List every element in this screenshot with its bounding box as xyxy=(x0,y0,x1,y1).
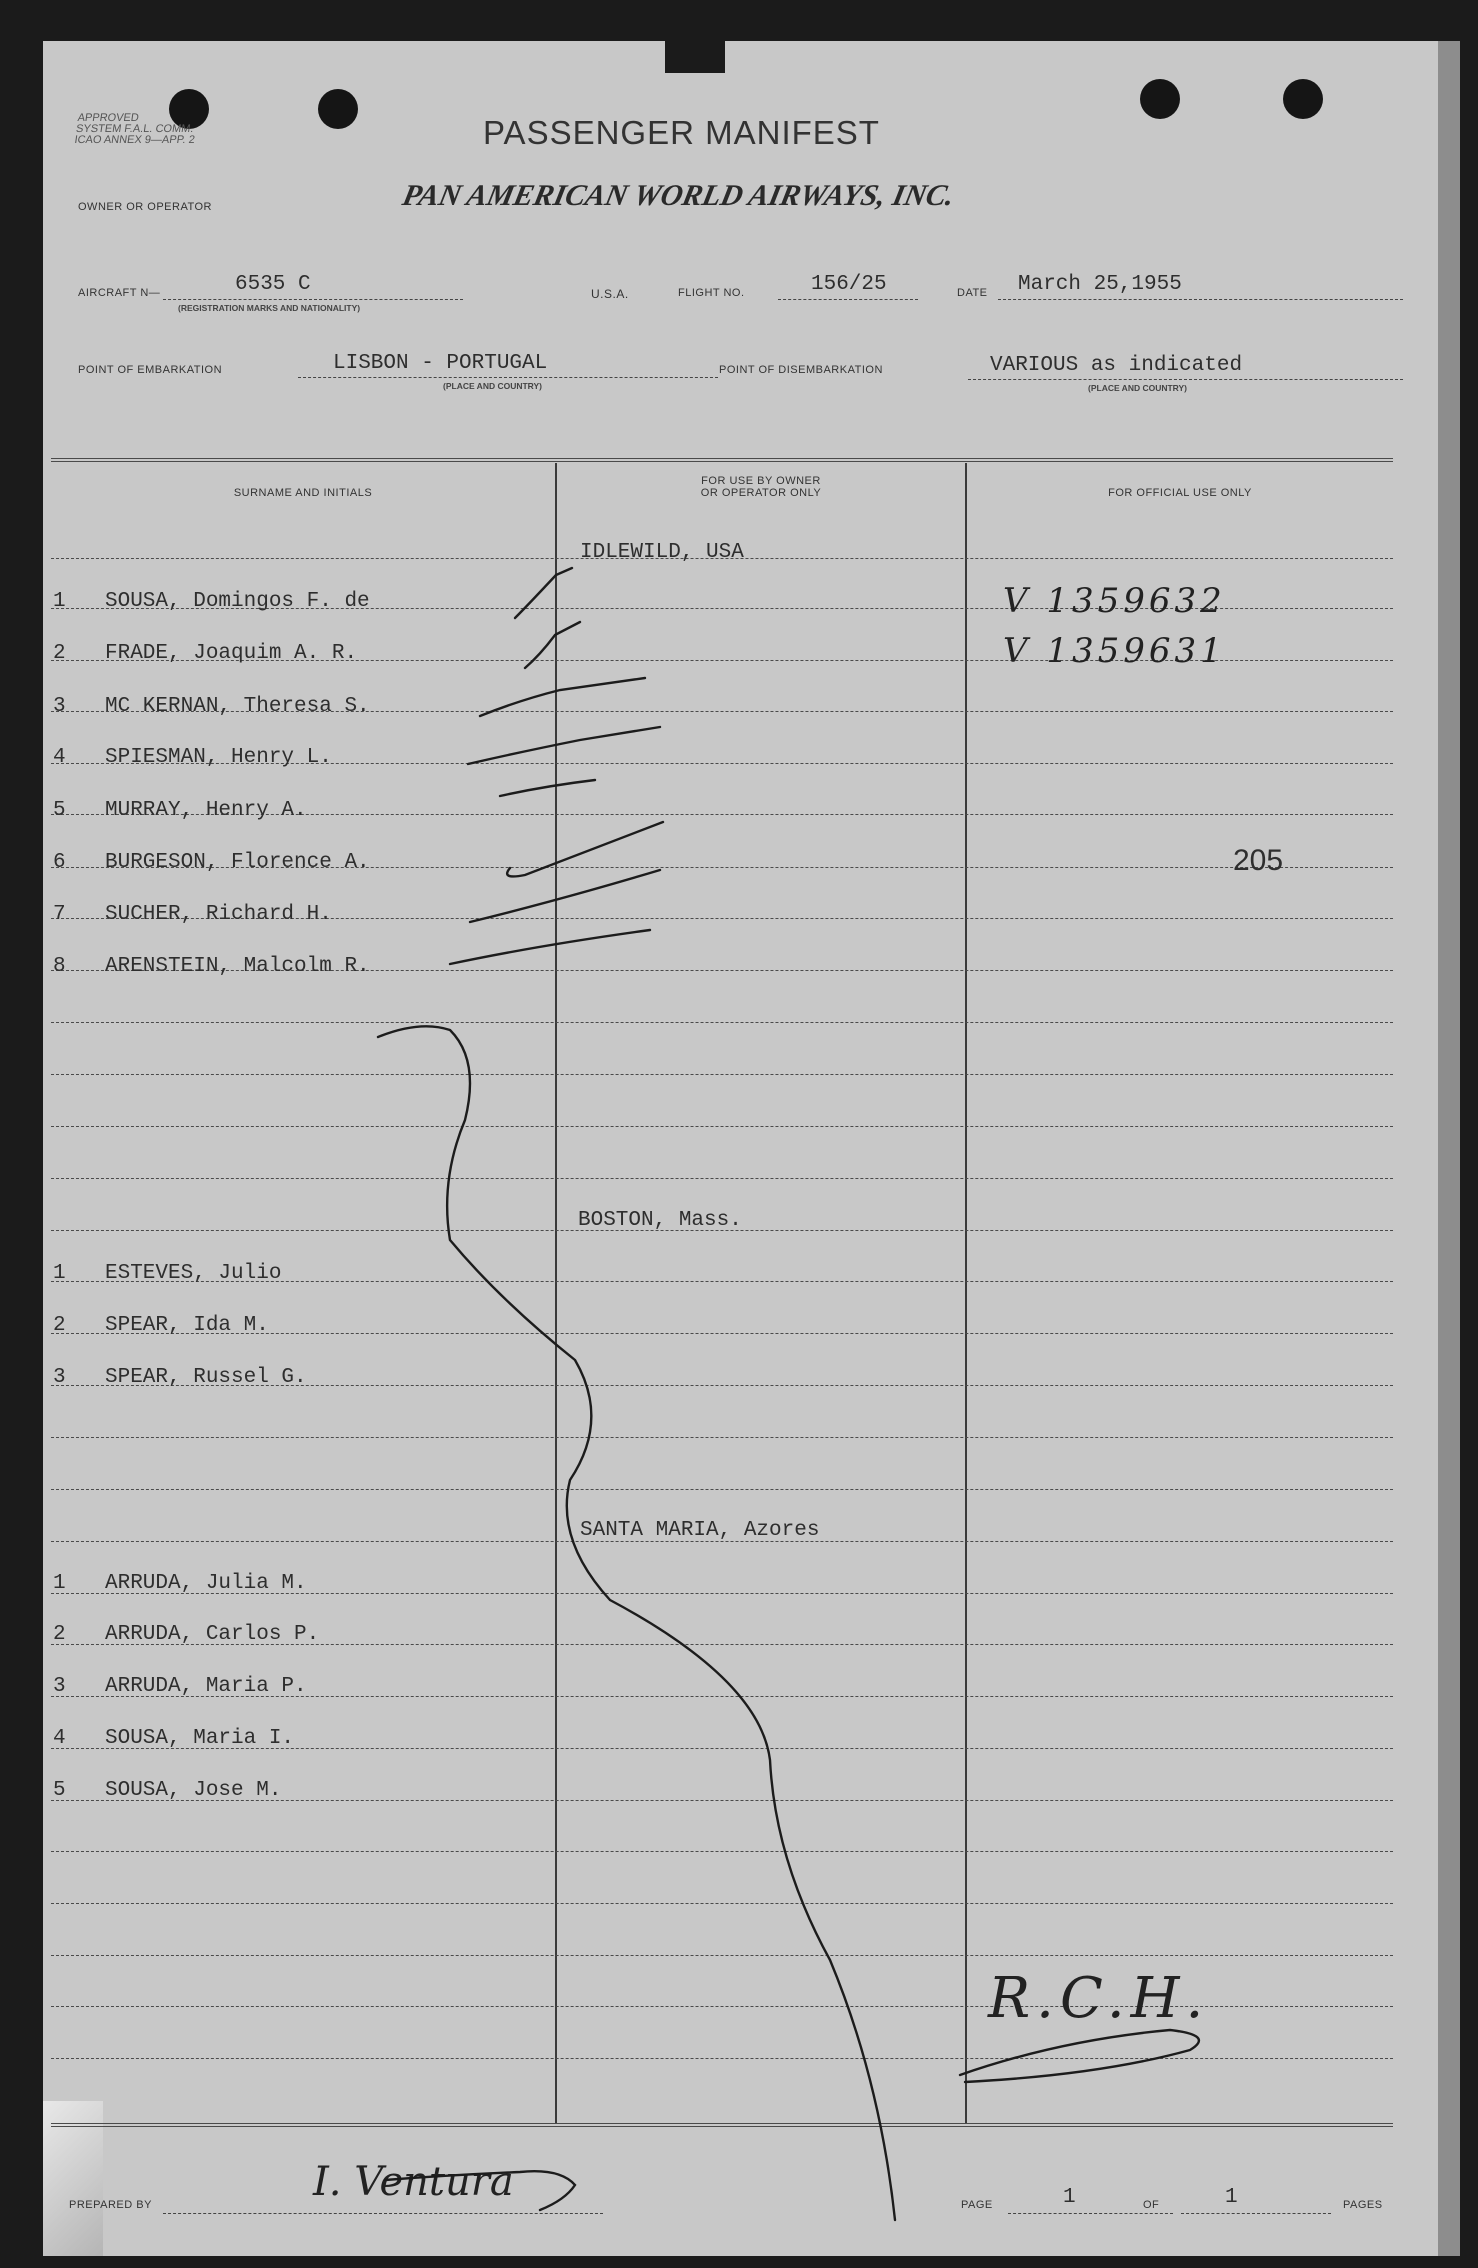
date-label: DATE xyxy=(957,287,988,299)
passenger-number: 1 xyxy=(53,590,66,613)
column-divider xyxy=(555,463,557,2123)
passenger-name: SPEAR, Ida M. xyxy=(105,1314,269,1337)
passenger-number: 3 xyxy=(53,695,66,718)
row-rule xyxy=(51,1074,1393,1075)
date-underline xyxy=(998,299,1403,300)
flight-value: 156/25 xyxy=(811,273,887,296)
passenger-number: 1 xyxy=(53,1262,66,1285)
passenger-name: MC KERNAN, Theresa S. xyxy=(105,695,370,718)
aircraft-underline xyxy=(163,299,463,300)
passenger-name: MURRAY, Henry A. xyxy=(105,799,307,822)
passenger-number: 4 xyxy=(53,746,66,769)
destination-label: BOSTON, Mass. xyxy=(578,1209,742,1232)
row-rule xyxy=(51,1437,1393,1438)
approval-line: SYSTEM F.A.L. COMM. xyxy=(75,123,195,135)
disembark-sub-label: (PLACE AND COUNTRY) xyxy=(1088,383,1188,393)
row-rule xyxy=(51,1955,1393,1956)
prepared-underline xyxy=(163,2213,603,2214)
table-top-rule xyxy=(51,458,1393,462)
punch-hole xyxy=(1140,79,1180,119)
embark-label: POINT OF EMBARKATION xyxy=(78,364,223,376)
passenger-name: ARENSTEIN, Malcolm R. xyxy=(105,955,370,978)
embark-underline xyxy=(298,377,718,378)
embark-sub-label: (PLACE AND COUNTRY) xyxy=(443,381,543,391)
column-header-official: FOR OFFICIAL USE ONLY xyxy=(1108,487,1252,499)
passenger-number: 7 xyxy=(53,903,66,926)
passenger-name: SPEAR, Russel G. xyxy=(105,1366,307,1389)
column-header-surname: SURNAME AND INITIALS xyxy=(233,487,373,499)
sheet-edge xyxy=(1438,41,1460,2256)
destination-label: SANTA MARIA, Azores xyxy=(580,1519,820,1542)
row-rule xyxy=(51,1903,1393,1904)
aircraft-value: 6535 C xyxy=(235,273,311,296)
passenger-name: SOUSA, Domingos F. de xyxy=(105,590,370,613)
row-rule xyxy=(51,1126,1393,1127)
visa-number: V 1359632 xyxy=(1003,581,1226,621)
aircraft-sub-label: (REGISTRATION MARKS AND NATIONALITY) xyxy=(178,303,361,313)
prepared-signature: I. Ventura xyxy=(313,2159,514,2205)
page-label: PAGE xyxy=(961,2199,993,2211)
column-header-line: FOR USE BY OWNER xyxy=(701,475,821,487)
of-value: 1 xyxy=(1225,2186,1238,2209)
passenger-name: SOUSA, Maria I. xyxy=(105,1727,295,1750)
manifest-sheet xyxy=(43,41,1438,2256)
disembark-value: VARIOUS as indicated xyxy=(990,354,1243,377)
owner-label: OWNER OR OPERATOR xyxy=(78,201,212,213)
page-value: 1 xyxy=(1063,2186,1076,2209)
passenger-name: SUCHER, Richard H. xyxy=(105,903,332,926)
disembark-label: POINT OF DISEMBARKATION xyxy=(719,364,883,376)
visa-number: V 1359631 xyxy=(1003,631,1226,671)
passenger-number: 1 xyxy=(53,1572,66,1595)
of-underline xyxy=(1181,2213,1331,2214)
row-rule xyxy=(51,2058,1393,2059)
table-bottom-rule xyxy=(51,2123,1393,2127)
row-rule xyxy=(51,1851,1393,1852)
prepared-label: PREPARED BY xyxy=(69,2199,152,2211)
embark-value: LISBON - PORTUGAL xyxy=(333,352,548,375)
official-initials: R.C.H. xyxy=(988,1966,1210,2031)
passenger-name: SPIESMAN, Henry L. xyxy=(105,746,332,769)
passenger-name: ARRUDA, Julia M. xyxy=(105,1572,307,1595)
passenger-number: 5 xyxy=(53,1779,66,1802)
passenger-name: ARRUDA, Maria P. xyxy=(105,1675,307,1698)
passenger-name: ARRUDA, Carlos P. xyxy=(105,1623,320,1646)
passenger-number: 6 xyxy=(53,851,66,874)
column-header-owner xyxy=(557,475,965,499)
disembark-underline xyxy=(968,379,1403,380)
punch-hole xyxy=(318,89,358,129)
passenger-number: 5 xyxy=(53,799,66,822)
approval-line: APPROVED xyxy=(76,112,140,124)
page-underline xyxy=(1008,2213,1173,2214)
country-label: U.S.A. xyxy=(591,287,629,301)
date-value: March 25,1955 xyxy=(1018,273,1182,296)
passenger-name: BURGESON, Florence A. xyxy=(105,851,370,874)
passenger-number: 2 xyxy=(53,642,66,665)
passenger-number: 3 xyxy=(53,1675,66,1698)
row-rule xyxy=(51,1178,1393,1179)
flight-underline xyxy=(778,299,918,300)
punch-hole xyxy=(1283,79,1323,119)
page-title: PASSENGER MANIFEST xyxy=(483,114,880,151)
approval-line: ICAO ANNEX 9—APP. 2 xyxy=(73,134,196,146)
row-rule xyxy=(51,1022,1393,1023)
passenger-name: SOUSA, Jose M. xyxy=(105,1779,282,1802)
column-divider xyxy=(965,463,967,2123)
of-label: OF xyxy=(1143,2199,1160,2211)
row-rule xyxy=(51,1489,1393,1490)
column-header-line: OR OPERATOR ONLY xyxy=(700,487,822,499)
approval-stamp xyxy=(74,113,199,146)
passenger-name: ESTEVES, Julio xyxy=(105,1262,282,1285)
passenger-number: 4 xyxy=(53,1727,66,1750)
passenger-number: 2 xyxy=(53,1623,66,1646)
aircraft-label: AIRCRAFT N— xyxy=(78,287,161,299)
flight-label: FLIGHT NO. xyxy=(678,287,745,299)
operator-name: PAN AMERICAN WORLD AIRWAYS, INC. xyxy=(399,179,958,212)
torn-edge xyxy=(665,41,725,73)
passenger-number: 3 xyxy=(53,1366,66,1389)
stamp-number: 205 xyxy=(1233,844,1284,877)
passenger-number: 8 xyxy=(53,955,66,978)
pages-label: PAGES xyxy=(1343,2199,1383,2211)
passenger-name: FRADE, Joaquim A. R. xyxy=(105,642,358,665)
destination-label: IDLEWILD, USA xyxy=(580,541,744,564)
passenger-number: 2 xyxy=(53,1314,66,1337)
